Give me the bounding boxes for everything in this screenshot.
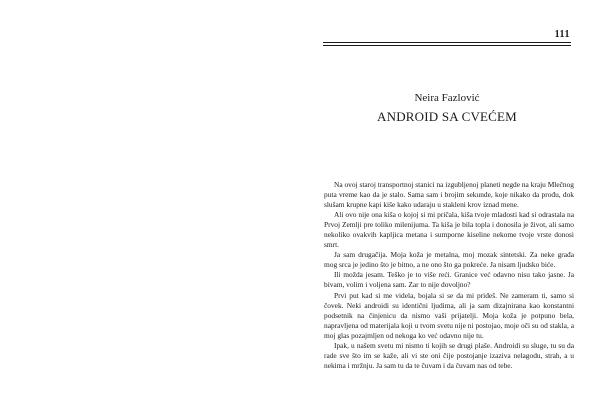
paragraph: Na ovoj staroj transportnoj stanici na izgubljenoj planeti negde na kraju Mlečnog puta vreme kao da je stalo. Sama sam i brojim sekunde, koje nikako da prođu, dok slušam krupne kapi kiše kako udaraju u stakleni krov iznad mene. — [324, 180, 574, 210]
paragraph: Ipak, u našem svetu mi nismo ti kojih se drugi plaše. Androidi su sluge, tu su da rade sve što im se kaže, ali vi ste oni čije postojanje izaziva nelagodu, strah, a u nekima i mržnju. Ja sam tu da te čuvam i da čuvam nas od tebe. — [324, 340, 574, 370]
paragraph: Ili možda jesam. Teško je to više reći. Granice već odavno nisu tako jasne. Ja bivam, volim i voljena sam. Zar to nije dovoljno? — [324, 270, 574, 290]
paragraph: Ali ovo nije ona kiša o kojoj si mi pričala, kiša tvoje mladosti kad si odrastala na Prvoj Zemlji pre toliko milenijuma. Ta kiša je bila topla i donosila je život, ali samo nekoliko ovakvih kapljica metana i sumporne kiseline nekome tvoje vrste donosi smrt. — [324, 210, 574, 250]
header-rule-top — [323, 42, 571, 43]
story-body — [324, 180, 574, 371]
paragraph: Prvi put kad si me videla, bojala si se da mi priđeš. Ne zameram ti, samo si čovek. Neki androidi su identični ljudima, ali ja sam dizajnirana kao konstantni podsetnik na činjenicu da nismo vaši prijatelji. Moja koža je potpuno bela, napravljena od materijala koji u tvom svetu nije ni postojao, moje oči su od stakla, a moj glas pozajmljen od nekoga ko već odavno nije tu. — [324, 290, 574, 340]
story-author: Neira Fazlović — [414, 92, 480, 104]
page-number: 111 — [554, 29, 570, 40]
story-title: ANDROID SA CVEĆEM — [377, 109, 517, 124]
paragraph: Ja sam drugačija. Moja koža je metalna, moj mozak sintetski. Za neke građa mog srca je jedino što je bitno, a ne ono što ga pokreće. Ja nisam ljudsko biće. — [324, 250, 574, 270]
header-rule-bottom — [323, 45, 571, 46]
